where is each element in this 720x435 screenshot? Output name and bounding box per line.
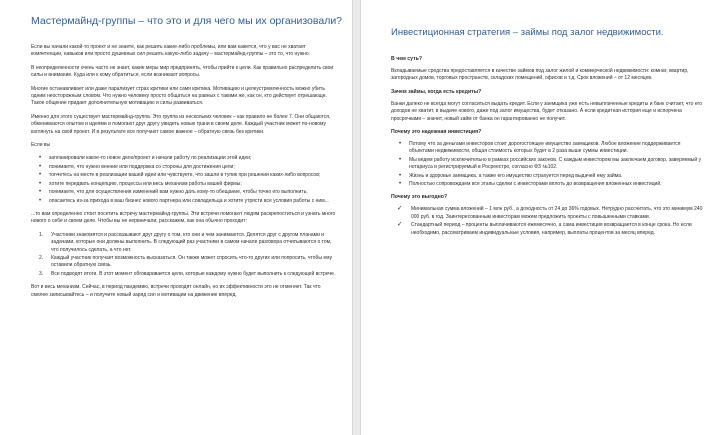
- checkmark-icon: ✓: [397, 205, 403, 213]
- document-page-left[interactable]: [0, 0, 352, 435]
- list-item: • запланировали какое-то новое дело/проект и начали работу по реализации этой идеи;: [31, 155, 336, 162]
- list-number: 3.: [39, 270, 44, 277]
- paragraph: Многие останавливает или даже парализует страх критики или самя критика. Мотивацию и целеустремленность можно убить одним неосторожным словом. Что нужно человеку просто общаться на равных с такими же, как он, кто действует отрешающе. Такое общение придает дополнительную мотивацию и силы развиваться.: [31, 85, 327, 107]
- paragraph: Именно для этого существует мастермайнд-группа. Это группа из нескольких человек – как правило не более 7. Они общаются, обмениваются опытом и идеями и помогают друг другу увидеть новые грани в своем деле. Каждый участник может по-новому взглянуть на свой проект. И в результате все получают самое важное – обратную связь без критики.: [31, 113, 331, 135]
- list-item: [391, 206, 706, 221]
- list-item: [31, 232, 336, 254]
- paragraph: Вот и весь механизм. Сейчас, в период пандемию, встречи проходят онлайн, но их эффективности это не отменяет. Так что смелее записывайтесь – и получите новый заряд сил и мотивации на движение вперед.: [31, 284, 321, 298]
- list-item-text: Стандартный период – проценты выплачиваются ежемесячно, а сама инвестиция возвращается в конце срока. Но если необходимо, рассматриваем индивидуальные условия, например, выплаты процентов за месяц вперед.: [411, 222, 692, 236]
- document-page-right[interactable]: [361, 0, 720, 435]
- bullet-list: [31, 155, 336, 204]
- list-item: [391, 222, 706, 237]
- list-item: • Полностью сопровождаем все этапы сделки с инвесторами вплоть до возвращения вложенных инвестиций.: [391, 181, 706, 188]
- list-item: [31, 255, 336, 270]
- page-title: Инвестиционная стратегия – займы под залог недвижимости.: [391, 27, 664, 38]
- list-item: • понимаете, что для осуществления изменений вам нужно дать кому-то обещание, чтобы точно его выполнить;: [31, 189, 336, 196]
- section-heading: В чем суть?: [391, 56, 423, 62]
- list-item-text: Каждый участник получает возможность высказаться. Он также может спросить что-то других или попросить, чтобы ему оставили обратную связь.: [51, 254, 333, 269]
- list-item: • хотите передвать концепцию, процессы или весь механизм работы вашей фирмы;: [31, 181, 336, 188]
- list-item: • понимаете, что нужно внение или поддержка со стороны для достижения цели;: [31, 164, 336, 171]
- list-item: • топчетесь на месте в реализации вашей идеи или чувствуете, что зашли в тупик при решении каких-либо вопросов;: [31, 172, 336, 179]
- list-number: 2.: [39, 254, 44, 261]
- section-heading: Зачем займы, когда есть кредиты?: [391, 88, 482, 95]
- list-item-text: Минимальная сумма вложений – 1 млн руб., а доходность от 24 до 36% годовых. Нетрудно рассчитать, что это минимум 240 000 руб. в год. Заинтересованным инвесторам можем предложить проекты с повышенными ставками.: [411, 206, 703, 220]
- list-item: • Жизнь и здоровье заемщика, а также его имущество страхуется перед выдачей ему займа.: [391, 173, 706, 180]
- section-heading: Почему это выгодно?: [391, 194, 448, 201]
- paragraph: Банки далеко не всегда могут согласиться выдать кредит. Если у заемщика уже есть невыплаченные кредиты и банк считает, что его доходов не хватит, в выдаче нового, даже под залог имущества, будет отказано. А если кредитная история еще и испорчена просрочками – значит, новый займ от банка он гарантированно не получит.: [391, 100, 703, 122]
- list-item: • Потому что за деньгами инвесторов стоит дорогостоящее имущество заемщиков. Любое вложение поддерживается объектами недвижимости, общая стоимость которых будет в 2 раза выше суммы инвестиции.: [391, 141, 706, 156]
- list-item: • Мы ведем работу исключительно в рамках российских законов. С каждым инвестором мы заключаем договор, заверяемый у нотариуса и регистрируемый в Росреестре, согласно ФЗ №102.: [391, 157, 706, 172]
- checkmark-list: [391, 206, 706, 237]
- numbered-list: [31, 232, 336, 278]
- page-title: Мастермайнд-группы – что это и для чего мы их организовали?: [31, 15, 343, 27]
- list-item-text: Все подводят итоги. В этот момент обговаривается цели, которые каждому нужно будет выполнить к следующей встрече.: [51, 270, 336, 277]
- paragraph: ...то вам определенно стоит посетить встречу мастермайнд-группы. Эти встречи помогают людям раскрепоститься и узнать много нового о себе и своем деле. Чтобы вы не нервничали, расскажем, как она обычно проходит:: [31, 210, 336, 225]
- page-gutter: [352, 0, 361, 435]
- section-heading: Почему это надежная инвестиция?: [391, 129, 482, 136]
- list-item-text: Участники знакомятся и рассказывают друг другу о том, кто они и чем занимаются. Делятся друг с другом планами и задачами, которые они должны выполнить. В следующий раз участники в самом начале разговора отчитываются о том, что получилось сделать, а что нет.: [51, 231, 332, 253]
- list-item: [31, 271, 336, 278]
- checkmark-icon: ✓: [397, 221, 403, 229]
- list-item: • опасаетесь из-за прихода в ваш бизнес нового партнера или совладельца и хотите утрясти все условия работы с ним...: [31, 198, 336, 205]
- paragraph: Вкладываемые средства предоставляется в качестве займов под залог жилой и коммерческой недвижимости: комнат, квартир, загородных домов, торговых пространств, складских помещений, офисов и т.д. Срок вложений – от 12 месяцев.: [391, 68, 689, 82]
- paragraph: В неопределенности очень часто не знает, какие меры мир предпринять, чтобы прийти к цели. Как правильно распределить свои силы и внимание. Куда или к кому обратиться, если возникают вопросы.: [31, 64, 334, 79]
- list-number: 1.: [39, 231, 44, 238]
- bullet-list: [391, 141, 706, 188]
- paragraph: Если вы начали какой-то проект и не знаете, как решить какие-либо проблемы, или вам кажется, что у вас не хватает компетенции, навыков или просто душевных сил решить какую-либо задачу – мастермайнд-группы – это то, что нужно.: [31, 44, 311, 58]
- paragraph: Если вы: [31, 142, 51, 149]
